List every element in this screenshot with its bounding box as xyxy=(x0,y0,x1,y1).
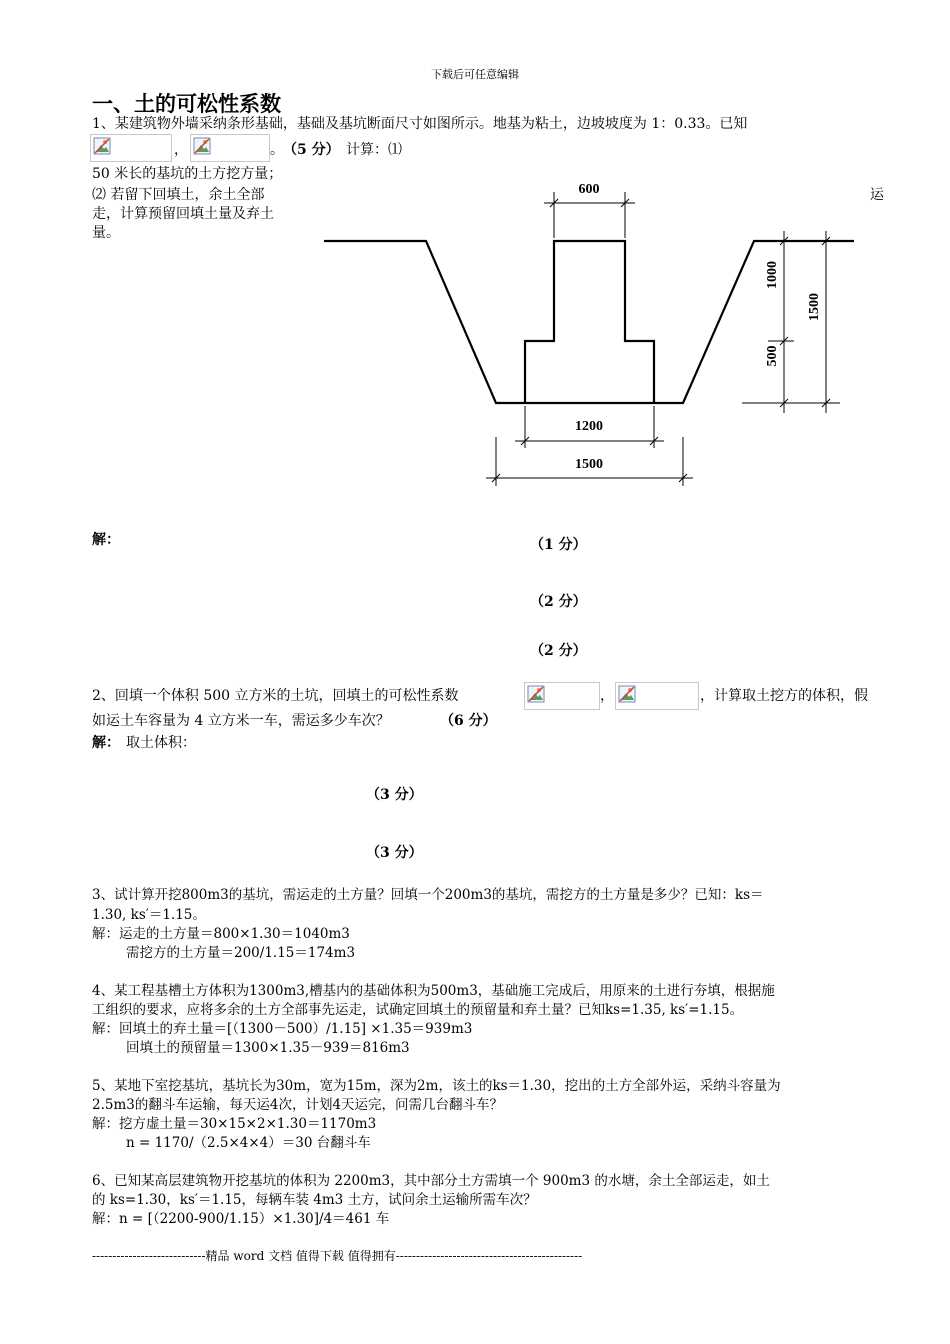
dim-label-600: 600 xyxy=(578,182,600,197)
broken-image-icon xyxy=(618,685,636,703)
q5-line2: 2.5m3的翻斗车运输，每天运4次，计划4天运完，问需几台翻斗车？ xyxy=(92,1097,504,1113)
q3-line4: 需挖方的土方量＝200/1.15＝174m3 xyxy=(126,945,356,961)
foundation-outline xyxy=(525,241,654,403)
q1-calc: 计算：⑴ xyxy=(346,142,402,158)
dim-label-1200: 1200 xyxy=(575,419,603,434)
q1-period: 。 xyxy=(270,142,284,158)
q2-score-1: （3 分） xyxy=(366,787,423,803)
q1-line2: 50 米长的基坑的土方挖方量； xyxy=(92,166,283,182)
formula-image-placeholder xyxy=(615,682,699,710)
q3-line2: 1.30, ks′＝1.15。 xyxy=(92,907,206,923)
formula-image-placeholder xyxy=(524,682,600,710)
q1-score-2: （2 分） xyxy=(530,594,587,610)
q4-line2: 工组织的要求，应将多余的土方全部事先运走，试确定回填土的预留量和弃土量？已知ks=1.35, ks′=1.15。 xyxy=(92,1002,744,1018)
q5-line3: 解：挖方虚土量＝30×15×2×1.30＝1170m3 xyxy=(92,1116,377,1132)
formula-image-placeholder xyxy=(190,134,270,162)
q2-solution-text: 取土体积： xyxy=(126,735,196,751)
q1-points: （5 分） xyxy=(283,142,340,158)
q4-line1: 4、某工程基槽土方体积为1300m3,槽基内的基础体积为500m3，基础施工完成后，用原来的土进行夯填，根据施 xyxy=(92,983,775,999)
q3-line3: 解：运走的土方量＝800×1.30＝1040m3 xyxy=(92,926,350,942)
q2-points: （6 分） xyxy=(440,713,497,729)
q5-line4: n = 1170/（2.5×4×4）＝30 台翻斗车 xyxy=(126,1135,371,1151)
page-footer: ----------------------------精品 word 文档 值得下载 值得拥有---------------------------------------------- xyxy=(92,1249,583,1263)
q1-line1: 1、某建筑物外墙采纳条形基础，基础及基坑断面尺寸如图所示。地基为粘土，边坡坡度为 1：0.33。已知 xyxy=(92,116,748,132)
broken-image-icon xyxy=(93,137,111,155)
q2-line2: 如运土车容量为 4 立方米一车，需运多少车次？ xyxy=(92,713,390,729)
q1-score-1: （1 分） xyxy=(530,537,587,553)
broken-image-icon xyxy=(193,137,211,155)
dim-label-1500: 1500 xyxy=(575,457,603,472)
section-title: 一、土的可松性系数 xyxy=(92,92,281,116)
q1-line3-tail: 运 xyxy=(870,187,884,203)
q4-line3: 解：回填土的弃土量＝[（1300－500）/1.15] ×1.35＝939m3 xyxy=(92,1021,473,1037)
q1-solution-label: 解： xyxy=(92,532,120,548)
page-header: 下载后可任意编辑 xyxy=(431,68,519,81)
q1-line4: 走，计算预留回填土量及弃土 xyxy=(92,206,274,222)
q4-line4: 回填土的预留量＝1300×1.35－939＝816m3 xyxy=(126,1040,410,1056)
formula-image-placeholder xyxy=(90,134,172,162)
q1-line5: 量。 xyxy=(92,225,120,241)
q6-line3: 解：n = [（2200-900/1.15）×1.30]/4＝461 车 xyxy=(92,1211,390,1227)
q5-line1: 5、某地下室挖基坑，基坑长为30m，宽为15m，深为2m，该土的ks＝1.30，挖出的土方全部外运，采纳斗容量为 xyxy=(92,1078,781,1094)
q2-score-2: （3 分） xyxy=(366,845,423,861)
q3-line1: 3、试计算开挖800m3的基坑，需运走的土方量？回填一个200m3的基坑，需挖方的土方量是多少？已知：ks＝ xyxy=(92,887,764,903)
q6-line2: 的 ks=1.30，ks′＝1.15，每辆车装 4m3 土方，试问余土运输所需车次？ xyxy=(92,1192,537,1208)
broken-image-icon xyxy=(527,685,545,703)
q2-solution-label: 解： xyxy=(92,735,120,751)
dim-label-500: 500 xyxy=(765,345,780,367)
q2-line1-a: 2、回填一个体积 500 立方米的土坑，回填土的可松性系数 xyxy=(92,688,459,704)
q6-line1: 6、已知某高层建筑物开挖基坑的体积为 2200m3，其中部分土方需填一个 900m3 的水塘，余土全部运走，如土 xyxy=(92,1173,770,1189)
q1-separator: ， xyxy=(174,142,188,158)
q1-line3: ⑵ 若留下回填土，余土全部 xyxy=(92,187,265,203)
q2-separator: ， xyxy=(600,688,614,704)
q1-score-3: （2 分） xyxy=(530,643,587,659)
dim-label-1000: 1000 xyxy=(765,261,780,289)
q2-line1-b: ，计算取土挖方的体积，假 xyxy=(700,688,868,704)
foundation-section-diagram xyxy=(318,170,863,490)
dim-label-1500-vertical: 1500 xyxy=(807,293,822,321)
